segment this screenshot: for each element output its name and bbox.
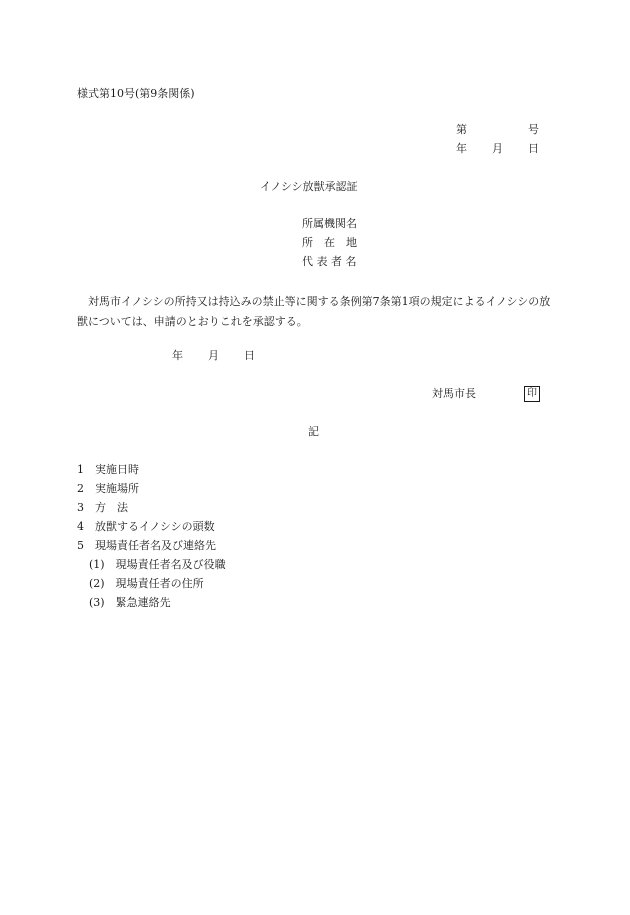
header-month: 月 <box>492 142 503 155</box>
list-item: 4 放獣するイノシシの頭数 <box>77 520 215 533</box>
sub-list-item: (1) 現場責任者名及び役職 <box>89 558 226 571</box>
list-item: 1 実施日時 <box>77 463 139 476</box>
form-label: 様式第10号(第9条関係) <box>77 87 195 100</box>
list-item: 5 現場責任者名及び連絡先 <box>77 539 216 552</box>
header-year: 年 <box>456 142 467 155</box>
seal-stamp: 印 <box>524 386 540 402</box>
ki-heading: 記 <box>308 425 319 438</box>
list-item: 3 方 法 <box>77 501 128 514</box>
sub-list-item: (2) 現場責任者の住所 <box>89 577 204 590</box>
issuer-name: 対馬市長 <box>432 387 476 400</box>
date-month: 月 <box>208 349 219 362</box>
sub-list-item: (3) 緊急連絡先 <box>89 596 171 609</box>
header-day: 日 <box>528 142 539 155</box>
approval-body-text: 対馬市イノシシの所持又は持込みの禁止等に関する条例第7条第1項の規定によるイノシシの放獣については、申請のとおりこれを承認する。 <box>77 295 551 328</box>
recipient-org: 所属機関名 <box>302 217 357 230</box>
number-prefix: 第 <box>456 123 467 136</box>
date-year: 年 <box>172 349 183 362</box>
date-day: 日 <box>244 349 255 362</box>
recipient-representative: 代 表 者 名 <box>302 255 357 268</box>
number-suffix: 号 <box>528 123 539 136</box>
recipient-address: 所 在 地 <box>302 236 357 249</box>
list-item: 2 実施場所 <box>77 482 139 495</box>
document-title: イノシシ放獣承認証 <box>260 180 358 193</box>
